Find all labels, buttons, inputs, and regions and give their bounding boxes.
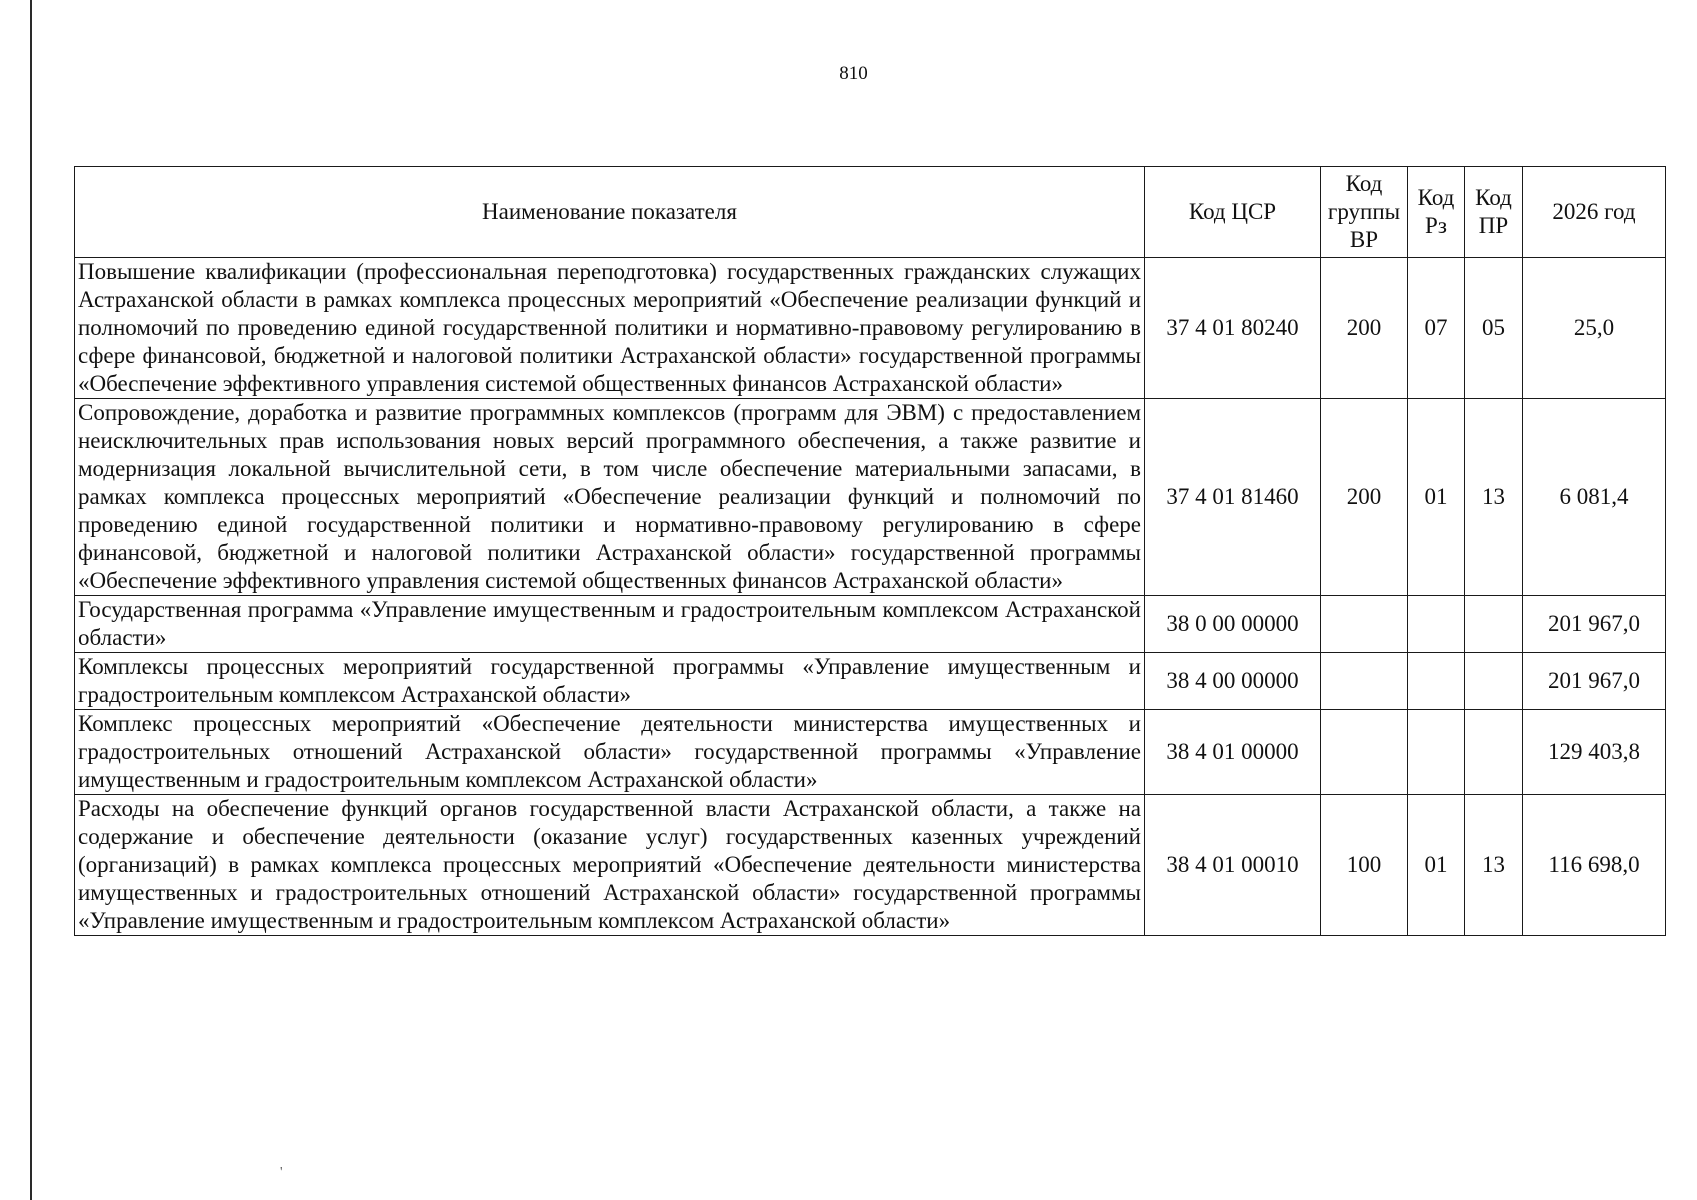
margin-line bbox=[30, 0, 32, 1200]
header-rz: Код Рз bbox=[1408, 167, 1465, 258]
row-pr: 13 bbox=[1465, 399, 1523, 596]
row-amount: 116 698,0 bbox=[1523, 795, 1666, 936]
row-rz bbox=[1408, 653, 1465, 710]
row-vr: 200 bbox=[1321, 399, 1408, 596]
row-pr bbox=[1465, 710, 1523, 795]
row-pr bbox=[1465, 596, 1523, 653]
row-csr: 38 0 00 00000 bbox=[1145, 596, 1321, 653]
header-name: Наименование показателя bbox=[75, 167, 1145, 258]
row-rz: 01 bbox=[1408, 399, 1465, 596]
row-amount: 6 081,4 bbox=[1523, 399, 1666, 596]
table-row bbox=[75, 795, 1666, 936]
row-amount: 25,0 bbox=[1523, 258, 1666, 399]
header-csr: Код ЦСР bbox=[1145, 167, 1321, 258]
row-vr: 200 bbox=[1321, 258, 1408, 399]
row-rz: 01 bbox=[1408, 795, 1465, 936]
row-amount: 201 967,0 bbox=[1523, 653, 1666, 710]
budget-table bbox=[74, 166, 1666, 936]
row-rz bbox=[1408, 596, 1465, 653]
row-rz: 07 bbox=[1408, 258, 1465, 399]
row-amount: 201 967,0 bbox=[1523, 596, 1666, 653]
page-number: 810 bbox=[839, 63, 868, 84]
table-row bbox=[75, 596, 1666, 653]
row-vr bbox=[1321, 596, 1408, 653]
row-csr: 38 4 00 00000 bbox=[1145, 653, 1321, 710]
row-vr bbox=[1321, 653, 1408, 710]
row-pr: 05 bbox=[1465, 258, 1523, 399]
row-pr: 13 bbox=[1465, 795, 1523, 936]
row-name: Комплексы процессных мероприятий государственной программы «Управление имущественным и градостроительным комплексом Астраханской области» bbox=[75, 653, 1145, 710]
row-vr bbox=[1321, 710, 1408, 795]
table-row bbox=[75, 258, 1666, 399]
row-csr: 38 4 01 00000 bbox=[1145, 710, 1321, 795]
table-row bbox=[75, 399, 1666, 596]
table-header-row bbox=[75, 167, 1666, 258]
row-name: Сопровождение, доработка и развитие программных комплексов (программ для ЭВМ) с предоставлением неисключительных прав использования новых версий программного обеспечения, а также развитие и модернизация локальной вычислительной сети, в том числе обеспечение материальными запасами, в рамках комплекса процессных мероприятий «Обеспечение реализации функций и полномочий по проведению единой государственной политики и нормативно-правовому регулированию в сфере финансовой, бюджетной и налоговой политики Астраханской области» государственной программы «Обеспечение эффективного управления системой общественных финансов Астраханской области» bbox=[75, 399, 1145, 596]
row-rz bbox=[1408, 710, 1465, 795]
row-name: Повышение квалификации (профессиональная переподготовка) государственных гражданских служащих Астраханской области в рамках комплекса процессных мероприятий «Обеспечение реализации функций и полномочий по проведению единой государственной политики и нормативно-правовому регулированию в сфере финансовой, бюджетной и налоговой политики Астраханской области» государственной программы «Обеспечение эффективного управления системой общественных финансов Астраханской области» bbox=[75, 258, 1145, 399]
row-name: Государственная программа «Управление имущественным и градостроительным комплексом Астраханской области» bbox=[75, 596, 1145, 653]
header-pr: Код ПР bbox=[1465, 167, 1523, 258]
row-amount: 129 403,8 bbox=[1523, 710, 1666, 795]
header-year: 2026 год bbox=[1523, 167, 1666, 258]
table-row bbox=[75, 710, 1666, 795]
row-csr: 37 4 01 81460 bbox=[1145, 399, 1321, 596]
header-vr: Код группы ВР bbox=[1321, 167, 1408, 258]
row-pr bbox=[1465, 653, 1523, 710]
table-row bbox=[75, 653, 1666, 710]
row-name: Расходы на обеспечение функций органов государственной власти Астраханской области, а также на содержание и обеспечение деятельности (оказание услуг) государственных казенных учреждений (организаций) в рамках комплекса процессных мероприятий «Обеспечение деятельности министерства имущественных и градостроительных отношений Астраханской области» государственной программы «Управление имущественным и градостроительным комплексом Астраханской области» bbox=[75, 795, 1145, 936]
row-vr: 100 bbox=[1321, 795, 1408, 936]
row-csr: 38 4 01 00010 bbox=[1145, 795, 1321, 936]
row-name: Комплекс процессных мероприятий «Обеспечение деятельности министерства имущественных и градостроительных отношений Астраханской области» государственной программы «Управление имущественным и градостроительным комплексом Астраханской области» bbox=[75, 710, 1145, 795]
scan-speck: ' bbox=[280, 1165, 283, 1180]
row-csr: 37 4 01 80240 bbox=[1145, 258, 1321, 399]
